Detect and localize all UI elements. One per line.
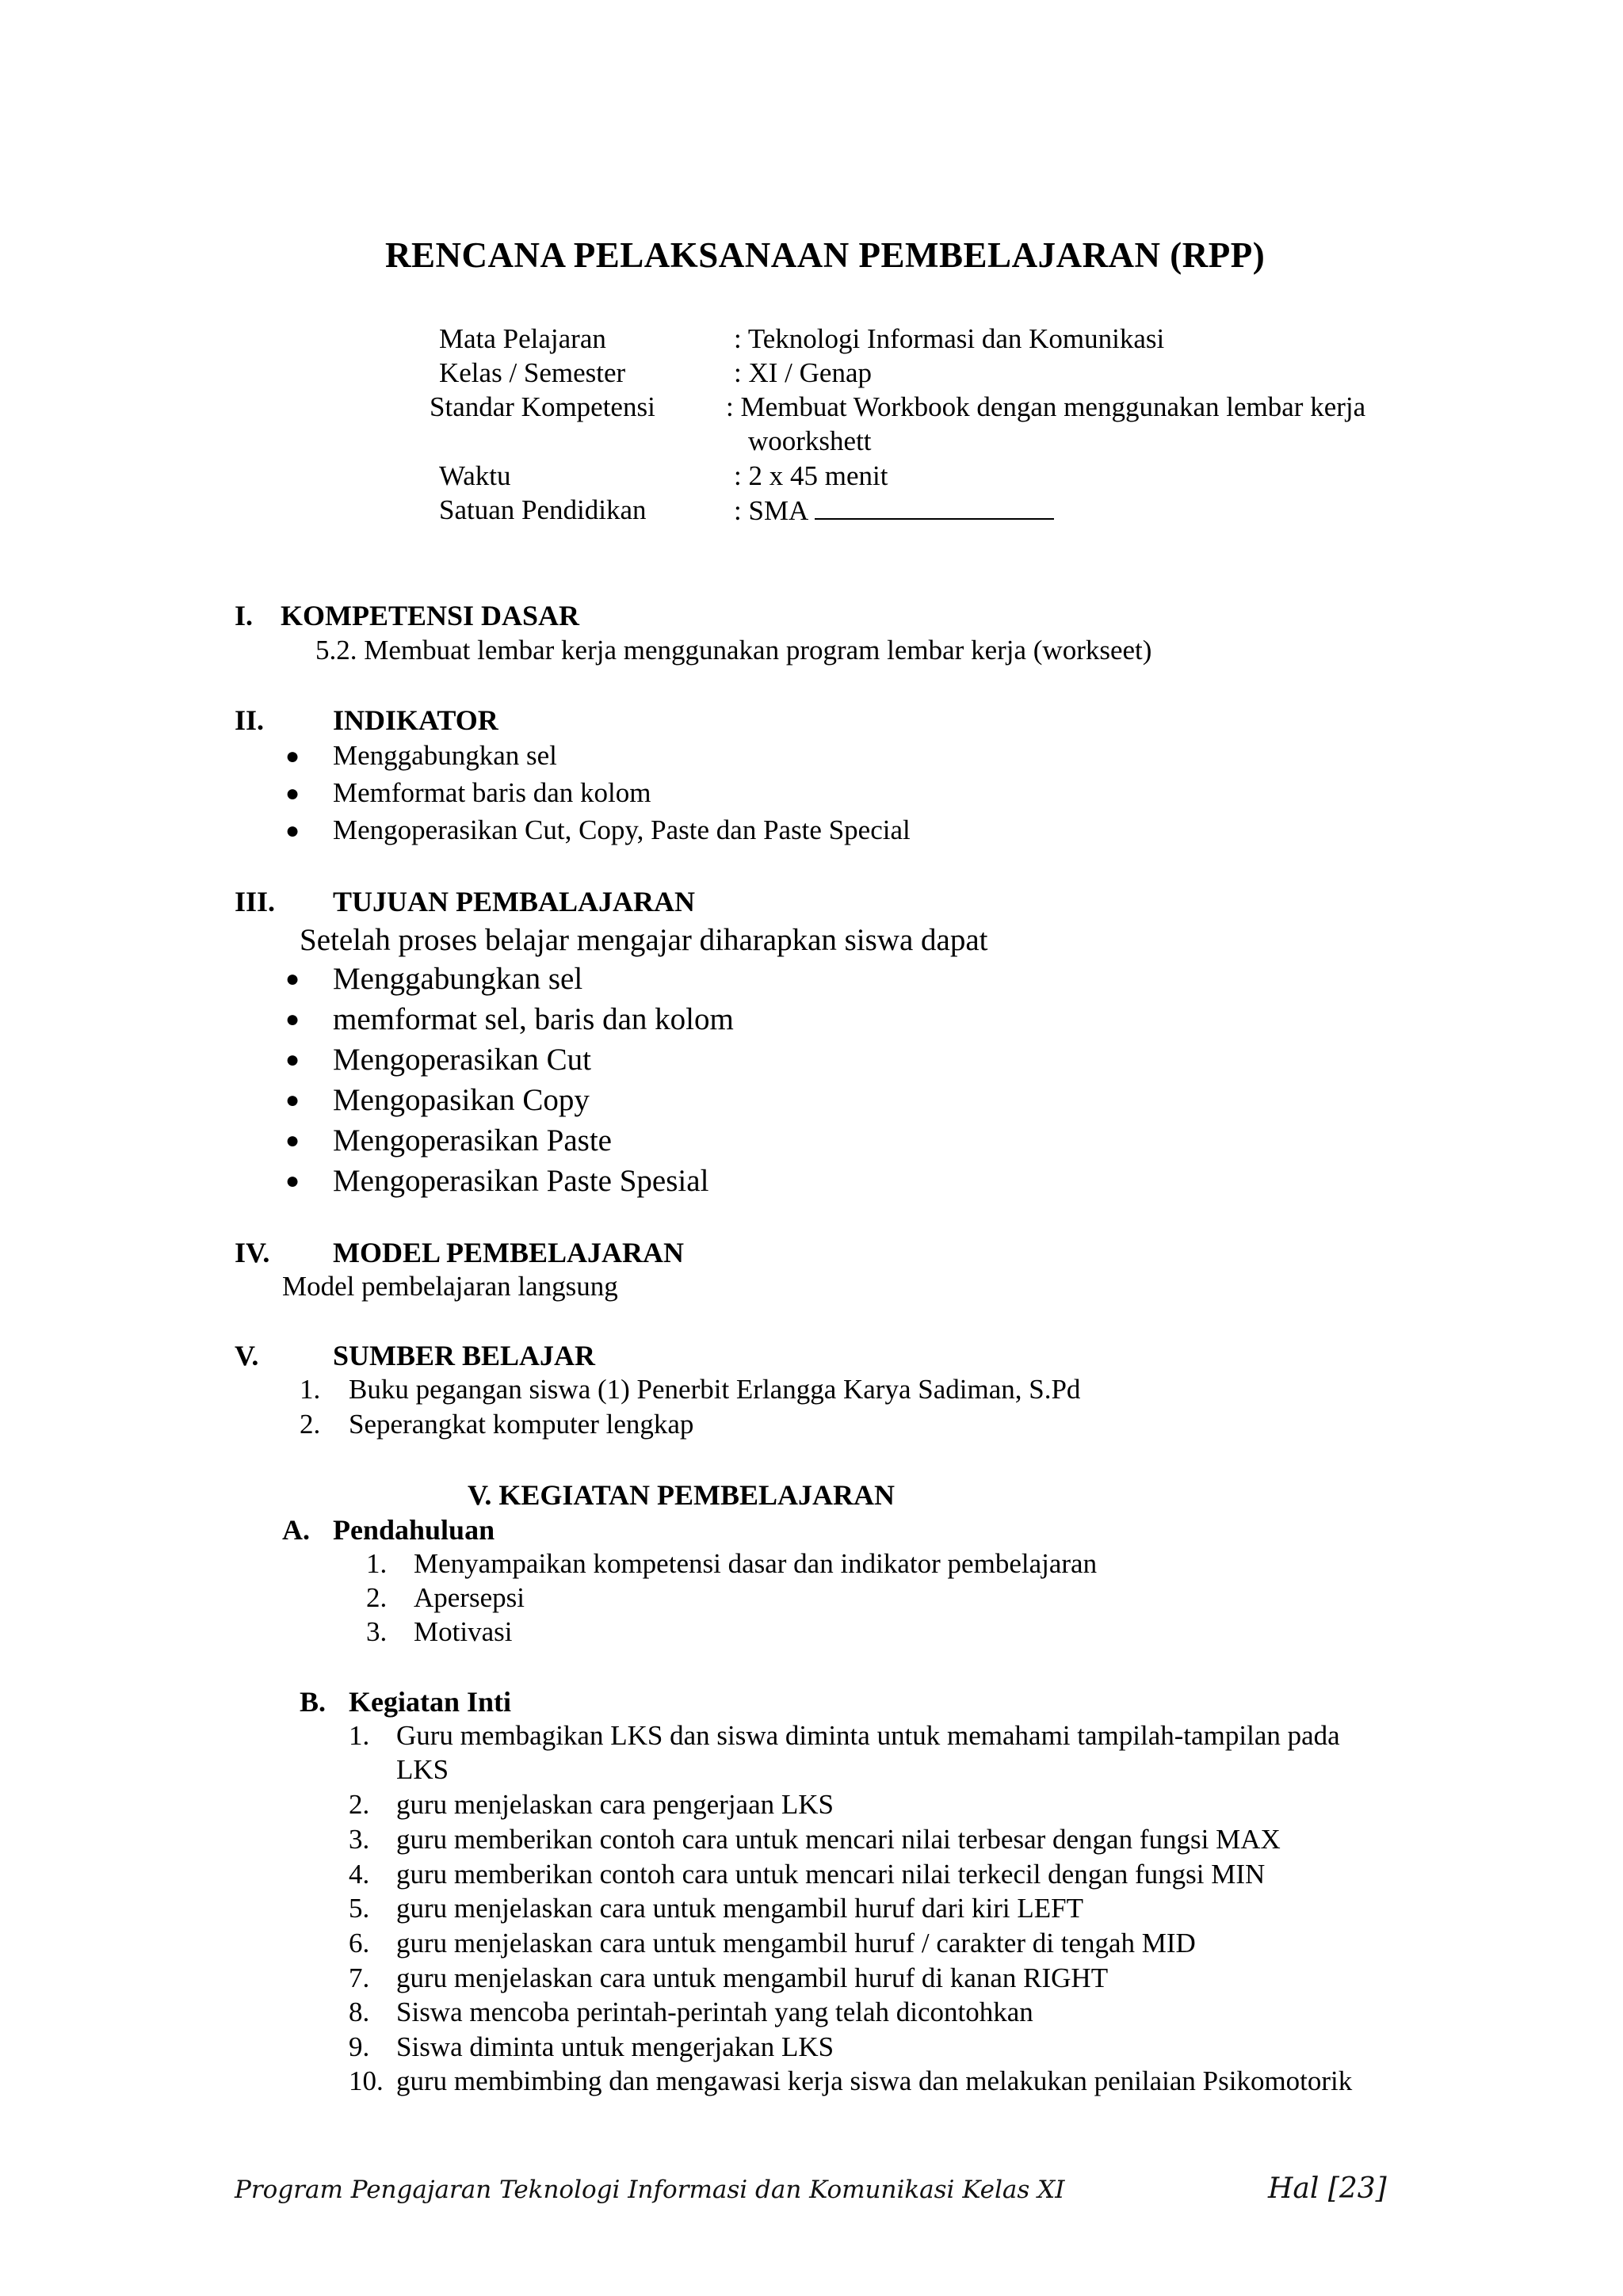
- tujuan-item: Mengoperasikan Cut: [333, 1043, 592, 1077]
- bullet-icon: ●: [285, 818, 300, 844]
- section-title-kegiatan: V. KEGIATAN PEMBELAJARAN: [468, 1479, 896, 1511]
- meta-value-kelas: : XI / Genap: [734, 357, 872, 388]
- meta-label-waktu: Waktu: [439, 460, 511, 491]
- inti-item-text: guru memberikan contoh cara untuk mencari nilai terkecil dengan fungsi MIN: [396, 1859, 1266, 1890]
- sumber-item-number: 1.: [300, 1374, 321, 1405]
- subsection-label-a: A.: [282, 1514, 310, 1546]
- inti-item-text: guru menjelaskan cara untuk mengambil huruf / carakter di tengah MID: [396, 1928, 1196, 1958]
- inti-item-text: guru membimbing dan mengawasi kerja siswa dan melakukan penilaian Psikomotorik: [396, 2065, 1353, 2096]
- meta-value-standar-kompetensi-cont: woorkshett: [748, 425, 872, 456]
- inti-item-number: 9.: [349, 2031, 370, 2062]
- indikator-item: Menggabungkan sel: [333, 740, 557, 771]
- pendahuluan-item-number: 2.: [366, 1582, 388, 1613]
- inti-item-text: Siswa diminta untuk mengerjakan LKS: [396, 2031, 834, 2062]
- meta-value-waktu: : 2 x 45 menit: [734, 460, 888, 491]
- inti-item-number: 1.: [349, 1720, 370, 1751]
- inti-item-text: guru memberikan contoh cara untuk mencari nilai terbesar dengan fungsi MAX: [396, 1824, 1281, 1855]
- footer-page-number: Hal [23]: [1268, 2172, 1387, 2205]
- bullet-icon: ●: [285, 966, 300, 992]
- section-title-model: MODEL PEMBELAJARAN: [333, 1237, 685, 1268]
- document-title: RENCANA PELAKSANAAN PEMBELAJARAN (RPP): [385, 235, 1266, 275]
- inti-item-number: 3.: [349, 1824, 370, 1855]
- indikator-item: Memformat baris dan kolom: [333, 777, 651, 808]
- indikator-item: Mengoperasikan Cut, Copy, Paste dan Paste Special: [333, 814, 911, 845]
- inti-item-number: 8.: [349, 1997, 370, 2027]
- inti-item-number: 5.: [349, 1893, 370, 1924]
- tujuan-item: Mengopasikan Copy: [333, 1083, 590, 1117]
- inti-item-number: 6.: [349, 1928, 370, 1958]
- meta-label-mata-pelajaran: Mata Pelajaran: [439, 323, 606, 354]
- bullet-icon: ●: [285, 743, 300, 769]
- inti-item-number: 10.: [349, 2065, 384, 2096]
- meta-value-mata-pelajaran: : Teknologi Informasi dan Komunikasi: [734, 323, 1165, 354]
- pendahuluan-item-text: Motivasi: [414, 1616, 513, 1647]
- fill-in-blank-line: [815, 494, 1054, 520]
- bullet-icon: ●: [285, 780, 300, 807]
- subsection-title-pendahuluan: Pendahuluan: [333, 1514, 495, 1546]
- section-number-tujuan: III.: [235, 886, 276, 917]
- meta-label-satuan-pendidikan: Satuan Pendidikan: [439, 494, 647, 525]
- sumber-item-text: Seperangkat komputer lengkap: [349, 1409, 694, 1440]
- inti-item-text: guru menjelaskan cara untuk mengambil huruf dari kiri LEFT: [396, 1893, 1083, 1924]
- meta-label-kelas: Kelas / Semester: [439, 357, 626, 388]
- section-number-sumber: V.: [235, 1340, 259, 1371]
- bullet-icon: ●: [285, 1168, 300, 1194]
- bullet-icon: ●: [285, 1087, 300, 1113]
- section-number-indikator: II.: [235, 704, 265, 736]
- kd-text: 5.2. Membuat lembar kerja menggunakan program lembar kerja (workseet): [315, 635, 1152, 666]
- inti-item-number: 4.: [349, 1859, 370, 1890]
- sumber-item-number: 2.: [300, 1409, 321, 1440]
- section-title-indikator: INDIKATOR: [333, 704, 498, 736]
- section-number-model: IV.: [235, 1237, 270, 1268]
- section-title-sumber: SUMBER BELAJAR: [333, 1340, 596, 1371]
- inti-item-text-cont: LKS: [396, 1754, 449, 1785]
- inti-item-text: guru menjelaskan cara untuk mengambil huruf di kanan RIGHT: [396, 1962, 1109, 1993]
- model-text: Model pembelajaran langsung: [282, 1271, 618, 1302]
- inti-item-text: Guru membagikan LKS dan siswa diminta untuk memahami tampilah-tampilan pada: [396, 1720, 1340, 1751]
- pendahuluan-item-text: Apersepsi: [414, 1582, 525, 1613]
- tujuan-item: Menggabungkan sel: [333, 962, 583, 996]
- pendahuluan-item-number: 1.: [366, 1548, 388, 1579]
- section-title-tujuan: TUJUAN PEMBALAJARAN: [333, 886, 695, 917]
- tujuan-item: Mengoperasikan Paste Spesial: [333, 1164, 709, 1198]
- inti-item-text: guru menjelaskan cara pengerjaan LKS: [396, 1789, 834, 1820]
- meta-label-standar-kompetensi: Standar Kompetensi: [430, 391, 655, 422]
- tujuan-item: memformat sel, baris dan kolom: [333, 1002, 734, 1036]
- tujuan-item: Mengoperasikan Paste: [333, 1123, 612, 1158]
- bullet-icon: ●: [285, 1006, 300, 1032]
- subsection-label-b: B.: [300, 1686, 327, 1718]
- meta-value-sma: : SMA: [734, 495, 809, 526]
- inti-item-number: 7.: [349, 1962, 370, 1993]
- inti-item-text: Siswa mencoba perintah-perintah yang telah dicontohkan: [396, 1997, 1033, 2027]
- pendahuluan-item-number: 3.: [366, 1616, 388, 1647]
- section-title-kd: KOMPETENSI DASAR: [281, 600, 580, 631]
- section-number-kd: I.: [235, 600, 254, 631]
- meta-value-satuan-pendidikan: [734, 494, 1054, 527]
- footer-program-title: Program Pengajaran Teknologi Informasi dan Komunikasi Kelas XI: [235, 2176, 1065, 2204]
- pendahuluan-item-text: Menyampaikan kompetensi dasar dan indikator pembelajaran: [414, 1548, 1098, 1579]
- inti-item-number: 2.: [349, 1789, 370, 1820]
- sumber-item-text: Buku pegangan siswa (1) Penerbit Erlangga Karya Sadiman, S.Pd: [349, 1374, 1081, 1405]
- meta-value-standar-kompetensi: : Membuat Workbook dengan menggunakan lembar kerja: [726, 391, 1366, 422]
- subsection-title-kegiatan-inti: Kegiatan Inti: [349, 1686, 512, 1718]
- tujuan-intro: Setelah proses belajar mengajar diharapkan siswa dapat: [300, 923, 988, 957]
- bullet-icon: ●: [285, 1047, 300, 1073]
- bullet-icon: ●: [285, 1127, 300, 1154]
